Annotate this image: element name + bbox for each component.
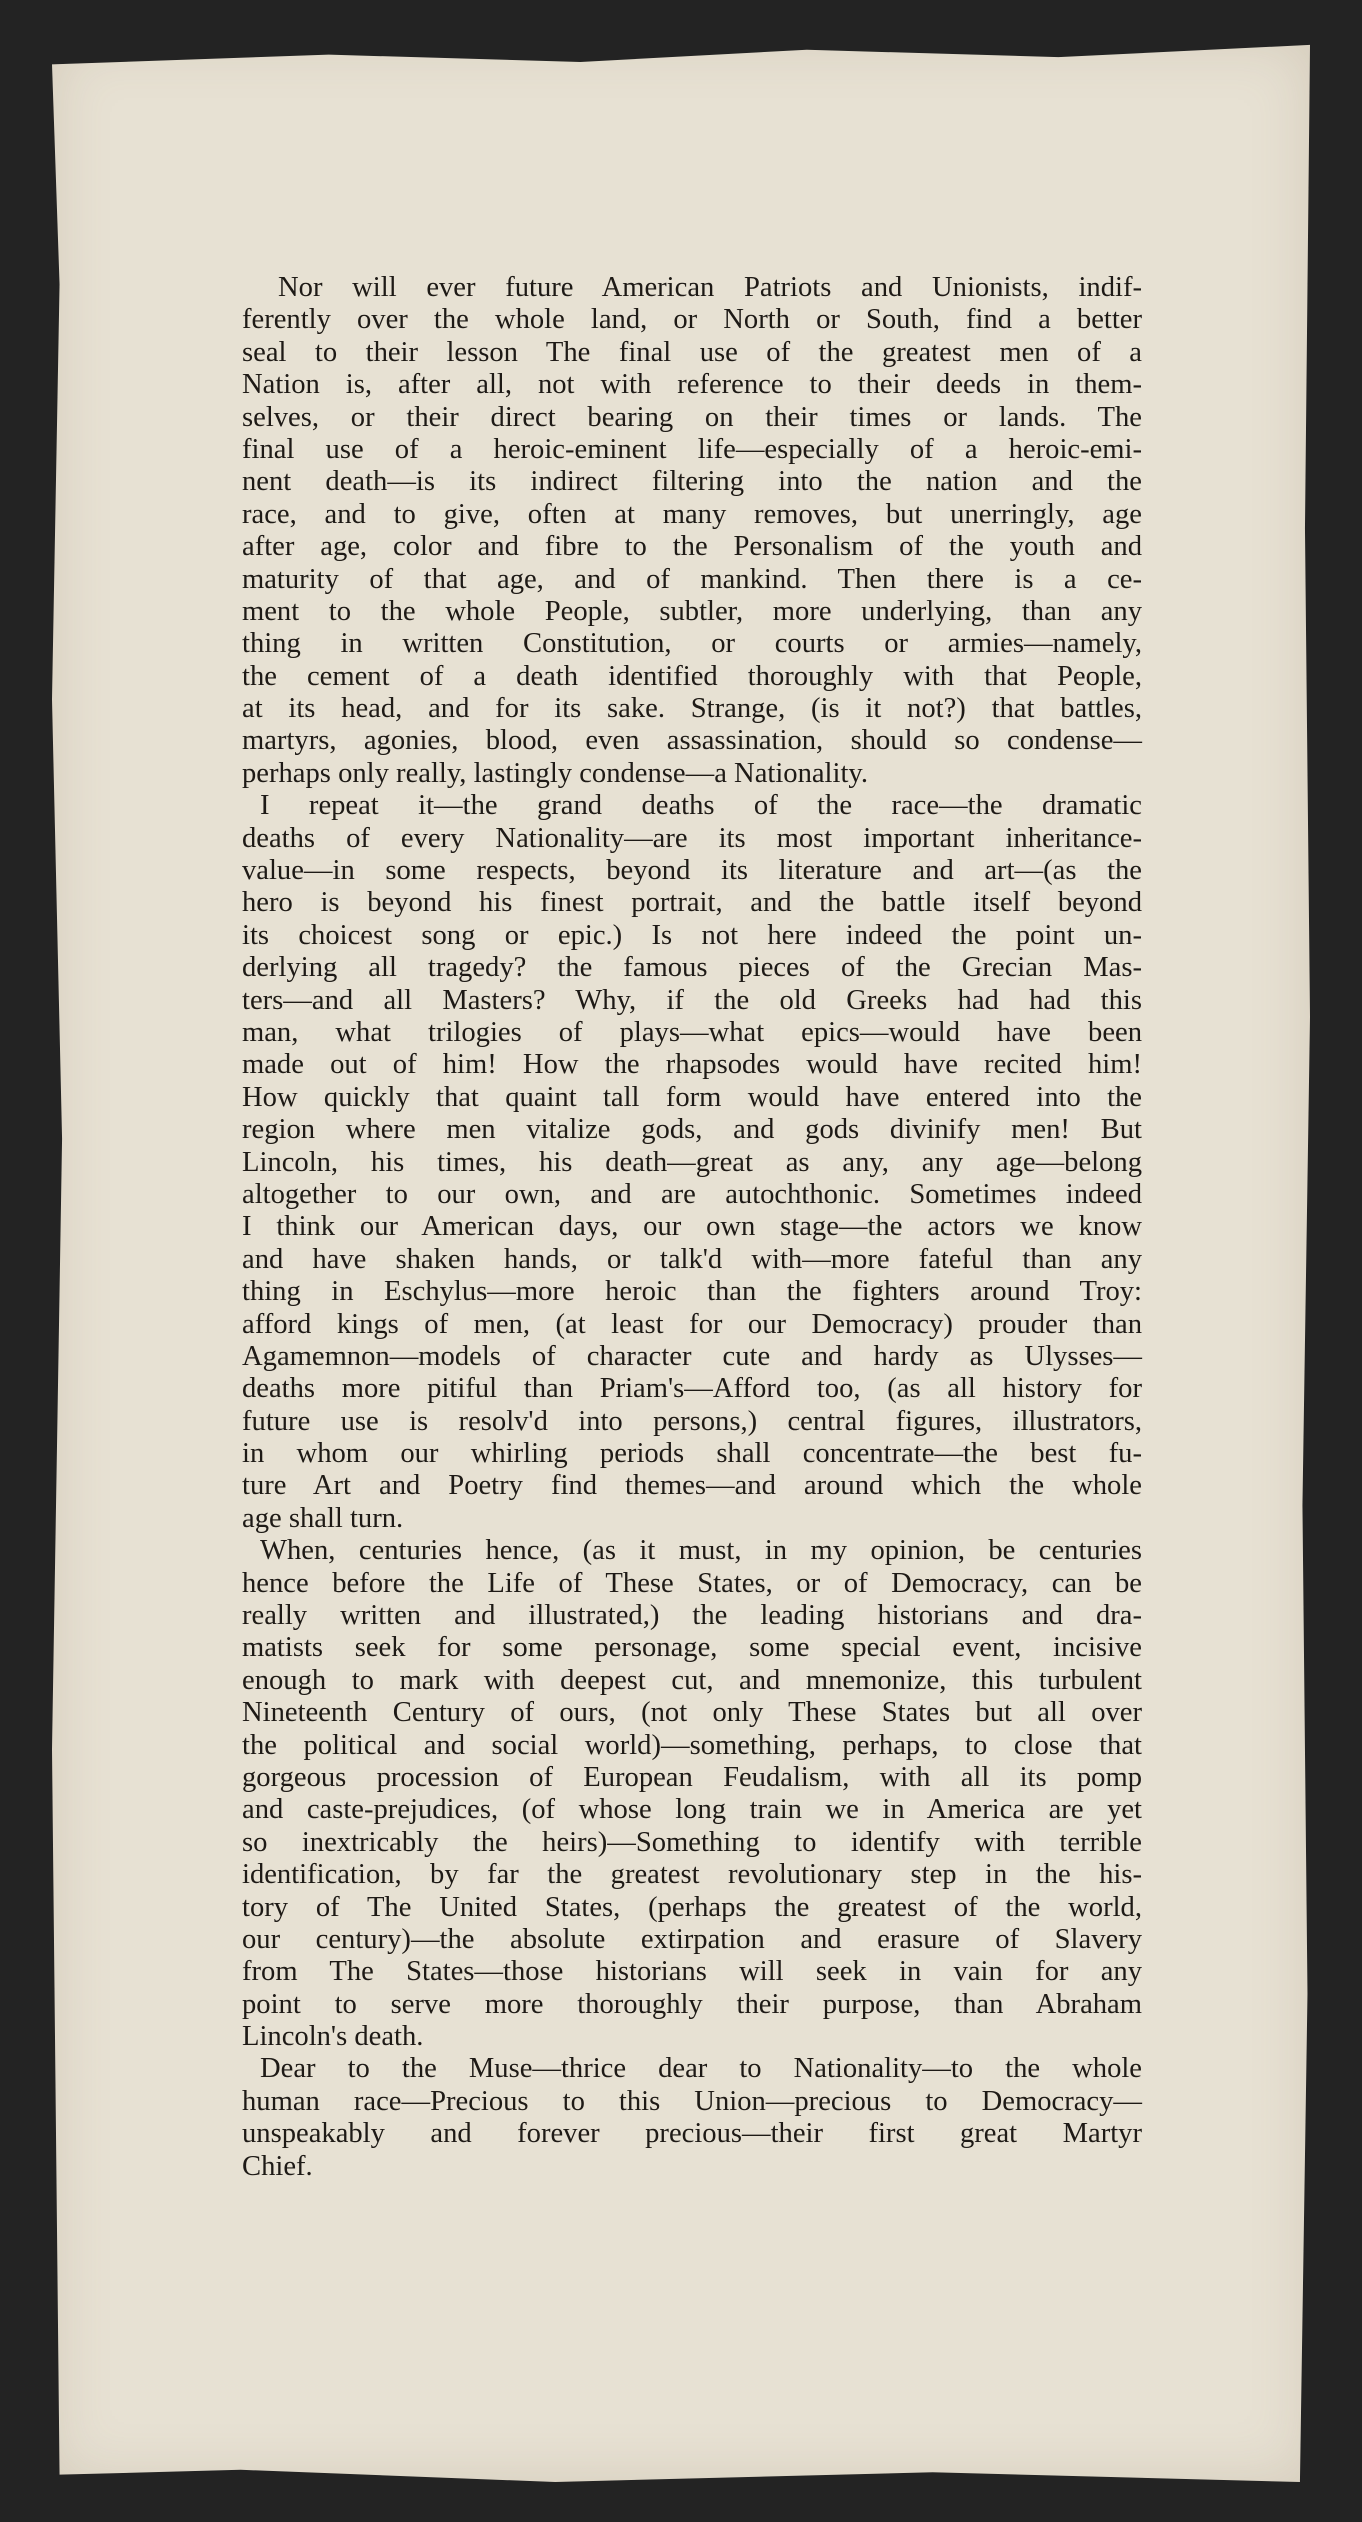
text-line: identification, by far the greatest revolutionary step in the his- bbox=[242, 1859, 1142, 1891]
paragraph-1 bbox=[242, 272, 1142, 790]
text-line: deaths of every Nationality—are its most important inheritance- bbox=[242, 822, 1142, 854]
text-line: afford kings of men, (at least for our Democracy) prouder than bbox=[242, 1308, 1142, 1340]
text-line: ferently over the whole land, or North or South, find a better bbox=[242, 304, 1142, 336]
text-line: ment to the whole People, subtler, more underlying, than any bbox=[242, 595, 1142, 627]
text-line: thing in Eschylus—more heroic than the fighters around Troy: bbox=[242, 1276, 1142, 1308]
text-line: our century)—the absolute extirpation and erasure of Slavery bbox=[242, 1923, 1142, 1955]
text-line: matists seek for some personage, some special event, incisive bbox=[242, 1632, 1142, 1664]
text-line: age shall turn. bbox=[242, 1502, 404, 1534]
text-line: hero is beyond his finest portrait, and the battle itself beyond bbox=[242, 887, 1142, 919]
text-line: future use is resolv'd into persons,) central figures, illustrators, bbox=[242, 1405, 1142, 1437]
text-line: martyrs, agonies, blood, even assassination, should so condense— bbox=[242, 725, 1142, 757]
text-line: Agamemnon—models of character cute and hardy as Ulysses— bbox=[242, 1340, 1142, 1372]
text-line: I repeat it—the grand deaths of the race—the dramatic bbox=[260, 790, 1142, 822]
text-line: altogether to our own, and are autochthonic. Sometimes indeed bbox=[242, 1178, 1142, 1210]
text-line: made out of him! How the rhapsodes would have recited him! bbox=[242, 1049, 1142, 1081]
text-line: Nation is, after all, not with reference to their deeds in them- bbox=[242, 369, 1142, 401]
paragraph-4 bbox=[242, 2053, 1142, 2183]
text-line: its choicest song or epic.) Is not here indeed the point un- bbox=[242, 919, 1142, 951]
text-line: region where men vitalize gods, and gods divinify men! But bbox=[242, 1114, 1142, 1146]
text-line: seal to their lesson The final use of the greatest men of a bbox=[242, 336, 1142, 368]
text-line: ture Art and Poetry find themes—and around which the whole bbox=[242, 1470, 1142, 1502]
text-line: Dear to the Muse—thrice dear to Nationality—to the whole bbox=[260, 2053, 1142, 2085]
text-line: When, centuries hence, (as it must, in my opinion, be centuries bbox=[260, 1535, 1142, 1567]
paragraph-2 bbox=[242, 790, 1142, 1535]
text-line: perhaps only really, lastingly condense—a Nationality. bbox=[242, 757, 868, 789]
text-line: the political and social world)—something, perhaps, to close that bbox=[242, 1729, 1142, 1761]
text-line: maturity of that age, and of mankind. Then there is a ce- bbox=[242, 563, 1142, 595]
text-line: Chief. bbox=[242, 2150, 313, 2182]
text-line: race, and to give, often at many removes, but unerringly, age bbox=[242, 498, 1142, 530]
text-line: really written and illustrated,) the leading historians and dra- bbox=[242, 1600, 1142, 1632]
text-line: nent death—is its indirect filtering into the nation and the bbox=[242, 466, 1142, 498]
text-line: hence before the Life of These States, or of Democracy, can be bbox=[242, 1567, 1142, 1599]
text-line: gorgeous procession of European Feudalism, with all its pomp bbox=[242, 1761, 1142, 1793]
document-body bbox=[242, 272, 1142, 2183]
text-line: enough to mark with deepest cut, and mnemonize, this turbulent bbox=[242, 1664, 1142, 1696]
text-line: tory of The United States, (perhaps the greatest of the world, bbox=[242, 1891, 1142, 1923]
text-line: Nineteenth Century of ours, (not only These States but all over bbox=[242, 1697, 1142, 1729]
text-line: thing in written Constitution, or courts or armies—namely, bbox=[242, 628, 1142, 660]
text-line: Lincoln's death. bbox=[242, 2021, 424, 2053]
text-line: final use of a heroic-eminent life—especially of a heroic-emi- bbox=[242, 433, 1142, 465]
text-line: value—in some respects, beyond its literature and art—(as the bbox=[242, 855, 1142, 887]
text-line: after age, color and fibre to the Personalism of the youth and bbox=[242, 531, 1142, 563]
text-line: How quickly that quaint tall form would have entered into the bbox=[242, 1081, 1142, 1113]
text-line: and have shaken hands, or talk'd with—more fateful than any bbox=[242, 1243, 1142, 1275]
text-line: at its head, and for its sake. Strange, (is it not?) that battles, bbox=[242, 693, 1142, 725]
text-line: derlying all tragedy? the famous pieces of the Grecian Mas- bbox=[242, 952, 1142, 984]
text-line: from The States—those historians will seek in vain for any bbox=[242, 1956, 1142, 1988]
text-line: unspeakably and forever precious—their first great Martyr bbox=[242, 2118, 1142, 2150]
text-line: so inextricably the heirs)—Something to identify with terrible bbox=[242, 1826, 1142, 1858]
paragraph-3 bbox=[242, 1535, 1142, 2053]
text-line: I think our American days, our own stage—the actors we know bbox=[242, 1211, 1142, 1243]
text-line: deaths more pitiful than Priam's—Afford too, (as all history for bbox=[242, 1373, 1142, 1405]
text-line: human race—Precious to this Union—precious to Democracy— bbox=[242, 2085, 1142, 2117]
text-line: Lincoln, his times, his death—great as any, any age—belong bbox=[242, 1146, 1142, 1178]
text-line: the cement of a death identified thoroughly with that People, bbox=[242, 660, 1142, 692]
text-line: ters—and all Masters? Why, if the old Greeks had had this bbox=[242, 984, 1142, 1016]
text-line: selves, or their direct bearing on their times or lands. The bbox=[242, 401, 1142, 433]
text-line: Nor will ever future American Patriots and Unionists, indif- bbox=[278, 272, 1142, 303]
text-line: point to serve more thoroughly their purpose, than Abraham bbox=[242, 1988, 1142, 2020]
text-line: man, what trilogies of plays—what epics—would have been bbox=[242, 1016, 1142, 1048]
text-line: in whom our whirling periods shall concentrate—the best fu- bbox=[242, 1438, 1142, 1470]
text-line: and caste-prejudices, (of whose long train we in America are yet bbox=[242, 1794, 1142, 1826]
